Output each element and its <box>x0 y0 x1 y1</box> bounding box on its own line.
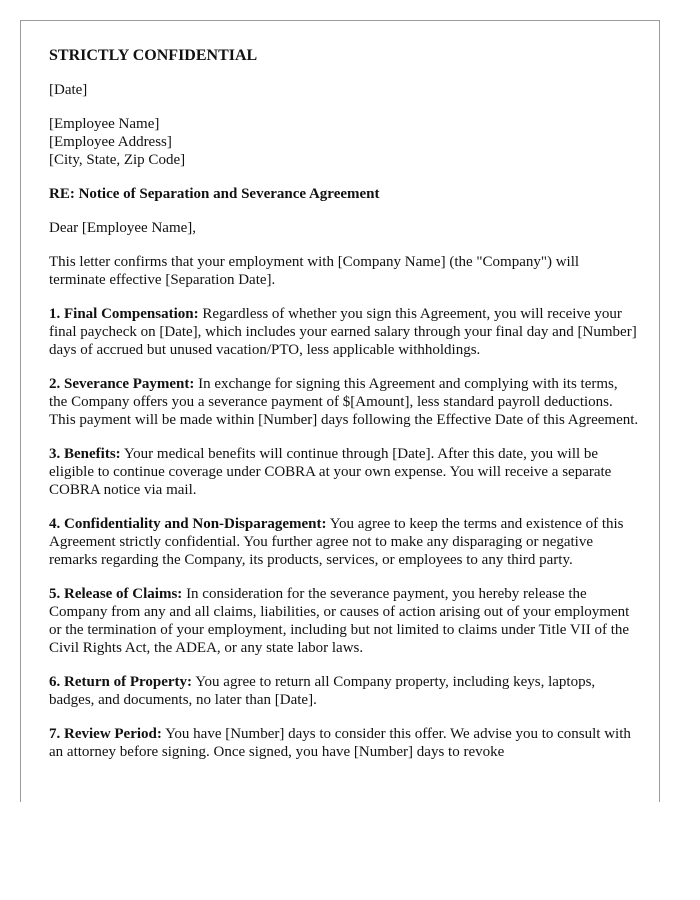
letter-body <box>49 47 639 777</box>
section-final-compensation <box>49 305 639 359</box>
section-label: 2. Severance Payment: <box>49 376 195 392</box>
section-release-of-claims <box>49 585 639 657</box>
section-text: In exchange for signing this Agreement and complying with its terms, the Company offers you a severance payment of $[Amount], less standard payroll deductions. This payment will be made within [Number] days following the Effective Date of this Agreement. <box>49 376 639 428</box>
section-text: In consideration for the severance payment, you hereby release the Company from any and all claims, liabilities, or causes of action arising out of your employment or the termination of your employment, including but not limited to claims under Title VII of the Civil Rights Act, the ADEA, or any state labor laws. <box>49 586 630 656</box>
recipient-address <box>49 115 639 169</box>
section-confidentiality <box>49 515 639 569</box>
section-text: You agree to keep the terms and existence of this Agreement strictly confidential. You further agree not to make any disparaging or negative remarks regarding the Company, its products, services, or employees to any third party. <box>49 516 624 568</box>
section-benefits <box>49 445 639 499</box>
salutation: Dear [Employee Name], <box>49 220 197 236</box>
section-label: 3. Benefits: <box>49 446 121 462</box>
section-severance-payment <box>49 375 639 429</box>
section-label: 1. Final Compensation: <box>49 306 199 322</box>
recipient-city: [City, State, Zip Code] <box>49 152 186 168</box>
section-text: Regardless of whether you sign this Agreement, you will receive your final paycheck on [Date], which includes your earned salary through your final day and [Number] days of accrued but unused vacation/PTO, less applicable withholdings. <box>49 306 637 358</box>
confidential-heading: STRICTLY CONFIDENTIAL <box>49 47 258 64</box>
letter-page <box>20 20 660 802</box>
section-text: You agree to return all Company property, including keys, laptops, badges, and documents, no later than [Date]. <box>49 674 596 708</box>
recipient-name: [Employee Name] <box>49 116 160 132</box>
recipient-street: [Employee Address] <box>49 134 172 150</box>
section-text: You have [Number] days to consider this offer. We advise you to consult with an attorney before signing. Once signed, you have [Number] days to revoke <box>49 726 631 760</box>
section-review-period <box>49 725 639 761</box>
section-label: 7. Review Period: <box>49 726 162 742</box>
section-text: Your medical benefits will continue through [Date]. After this date, you will be eligible to continue coverage under COBRA at your own expense. You will receive a separate COBRA notice via mail. <box>49 446 612 498</box>
section-label: 5. Release of Claims: <box>49 586 183 602</box>
section-label: 4. Confidentiality and Non-Disparagement: <box>49 516 327 532</box>
section-return-of-property <box>49 673 639 709</box>
section-label: 6. Return of Property: <box>49 674 193 690</box>
letter-date: [Date] <box>49 82 88 98</box>
subject-line: RE: Notice of Separation and Severance Agreement <box>49 186 380 202</box>
intro-paragraph: This letter confirms that your employment with [Company Name] (the "Company") will terminate effective [Separation Date]. <box>49 254 580 288</box>
